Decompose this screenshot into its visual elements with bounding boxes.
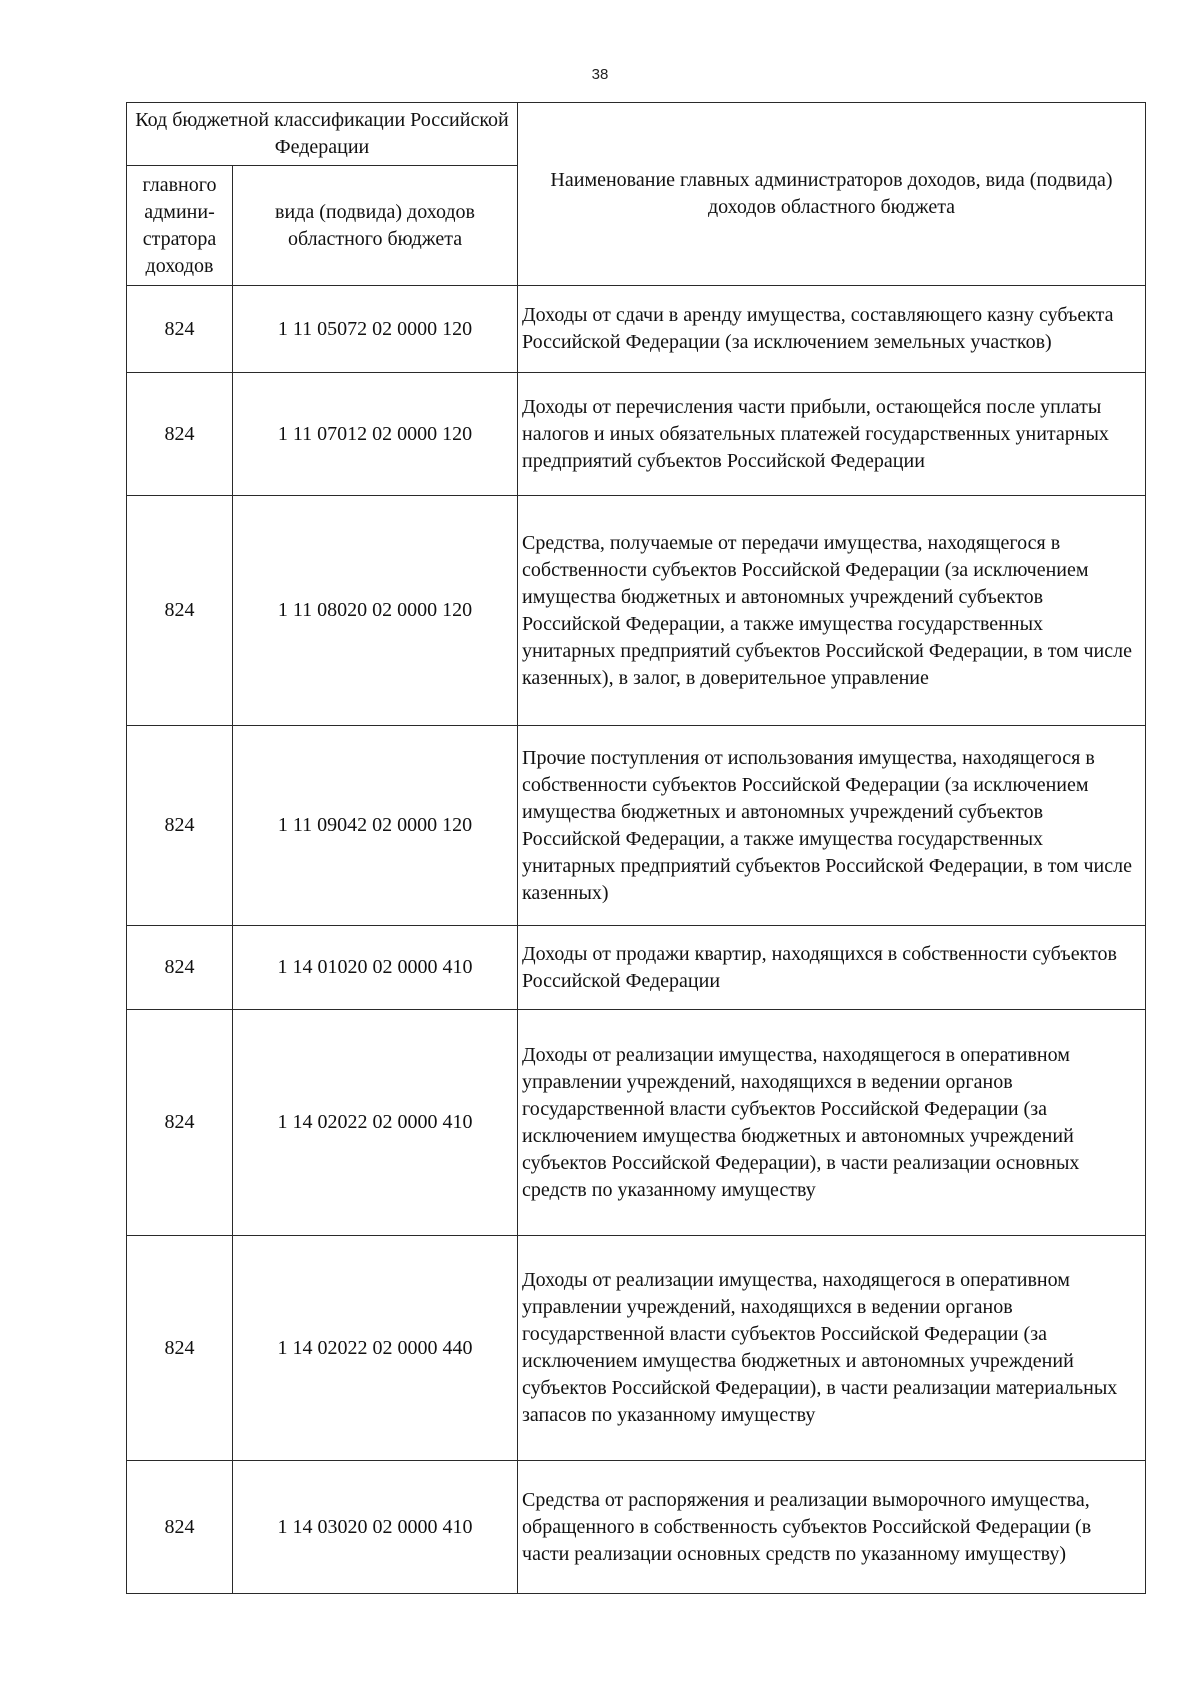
income-name-cell: Доходы от продажи квартир, находящихся в собственности субъектов Российской Федерации <box>518 926 1146 1010</box>
table-row <box>127 286 1146 373</box>
budget-classification-table <box>126 102 1146 1594</box>
header-name-column <box>518 103 1146 286</box>
income-name-cell: Доходы от реализации имущества, находящегося в оперативном управлении учреждений, находящихся в ведении органов государственной власти субъектов Российской Федерации (за исключением имущества бюджетных и автономных учреждений субъектов Российской Федерации), в части реализации основных средств по указанному имуществу <box>518 1010 1146 1236</box>
table-row <box>127 926 1146 1010</box>
table-row <box>127 726 1146 926</box>
income-code-cell: 1 11 07012 02 0000 120 <box>233 373 518 496</box>
admin-code-cell: 824 <box>127 373 233 496</box>
header-admin-label: главного админи-стратора доходов <box>142 173 217 277</box>
income-code-cell: 1 14 02022 02 0000 410 <box>233 1010 518 1236</box>
income-code-cell: 1 11 09042 02 0000 120 <box>233 726 518 926</box>
admin-code-cell: 824 <box>127 926 233 1010</box>
income-code-cell: 1 14 03020 02 0000 410 <box>233 1461 518 1594</box>
income-code-cell: 1 11 05072 02 0000 120 <box>233 286 518 373</box>
header-admin-column <box>127 166 233 286</box>
income-name-cell: Средства, получаемые от передачи имущества, находящегося в собственности субъектов Российской Федерации (за исключением имущества бюджетных и автономных учреждений субъектов Российской Федерации, а также имущества государственных унитарных предприятий субъектов Российской Федерации, в том числе казенных), в залог, в доверительное управление <box>518 496 1146 726</box>
table-row <box>127 1010 1146 1236</box>
income-name-cell: Доходы от перечисления части прибыли, остающейся после уплаты налогов и иных обязательных платежей государственных унитарных предприятий субъектов Российской Федерации <box>518 373 1146 496</box>
income-name-cell: Прочие поступления от использования имущества, находящегося в собственности субъектов Российской Федерации (за исключением имущества бюджетных и автономных учреждений субъектов Российской Федерации, а также имущества государственных унитарных предприятий субъектов Российской Федерации, в том числе казенных) <box>518 726 1146 926</box>
header-code-label: вида (подвида) доходов областного бюджета <box>275 200 475 250</box>
table-row <box>127 373 1146 496</box>
admin-code-cell: 824 <box>127 1461 233 1594</box>
admin-code-cell: 824 <box>127 1010 233 1236</box>
admin-code-cell: 824 <box>127 726 233 926</box>
admin-code-cell: 824 <box>127 286 233 373</box>
header-name-label: Наименование главных администраторов доходов, вида (подвида) доходов областного бюджета <box>550 169 1113 218</box>
header-code-column <box>233 166 518 286</box>
table-row <box>127 1461 1146 1594</box>
income-name-cell: Доходы от сдачи в аренду имущества, составляющего казну субъекта Российской Федерации (за исключением земельных участков) <box>518 286 1146 373</box>
income-code-cell: 1 14 02022 02 0000 440 <box>233 1236 518 1461</box>
table-row <box>127 1236 1146 1461</box>
income-code-cell: 1 11 08020 02 0000 120 <box>233 496 518 726</box>
header-classification-code <box>127 103 518 166</box>
header-classification-code-label: Код бюджетной классификации Российской Федерации <box>135 109 509 158</box>
income-name-cell: Средства от распоряжения и реализации выморочного имущества, обращенного в собственность субъектов Российской Федерации (в части реализации основных средств по указанному имуществу) <box>518 1461 1146 1594</box>
income-name-cell: Доходы от реализации имущества, находящегося в оперативном управлении учреждений, находящихся в ведении органов государственной власти субъектов Российской Федерации (за исключением имущества бюджетных и автономных учреждений субъектов Российской Федерации), в части реализации материальных запасов по указанному имуществу <box>518 1236 1146 1461</box>
table-row <box>127 496 1146 726</box>
income-code-cell: 1 14 01020 02 0000 410 <box>233 926 518 1010</box>
page-number: 38 <box>591 66 609 83</box>
admin-code-cell: 824 <box>127 1236 233 1461</box>
admin-code-cell: 824 <box>127 496 233 726</box>
